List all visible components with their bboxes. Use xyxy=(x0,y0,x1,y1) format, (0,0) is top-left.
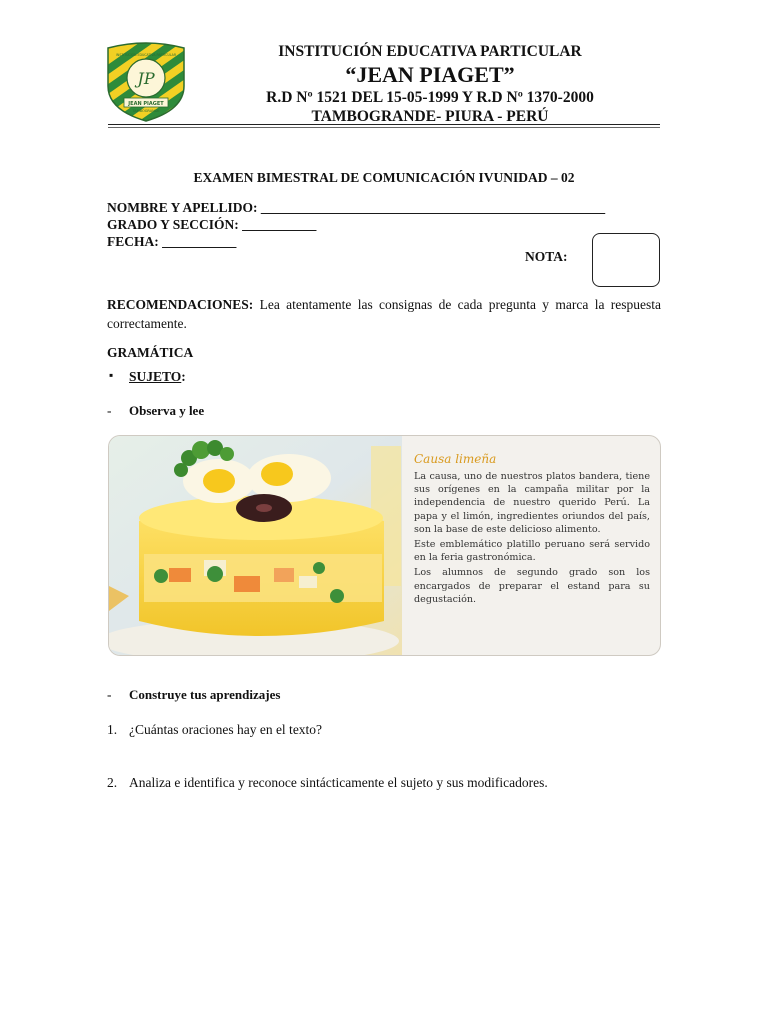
section-title: GRAMÁTICA xyxy=(107,345,194,360)
school-location: TAMBOGRANDE- PIURA - PERÚ xyxy=(311,108,549,125)
question-1-text: ¿Cuántas oraciones hay en el texto? xyxy=(129,722,323,737)
question-1 xyxy=(107,722,322,738)
school-name: “JEAN PIAGET” xyxy=(345,62,515,87)
recommendations xyxy=(107,295,661,333)
header-rule xyxy=(108,124,660,125)
build-instruction: Construye tus aprendizajes xyxy=(129,687,281,702)
logo-ring-text: INSTITUCIÓN EDUCATIVA PARTICULAR xyxy=(115,53,177,57)
nota-box[interactable] xyxy=(592,233,660,287)
school-logo xyxy=(104,42,188,122)
subsection-title xyxy=(129,369,186,385)
reading-paragraph-2: Este emblemático platillo peruano será servido en la feria gastronómica. xyxy=(414,539,650,564)
dash-marker-2: - xyxy=(107,687,112,702)
date-field[interactable]: FECHA: ___________ xyxy=(107,234,237,249)
logo-initials: JP xyxy=(137,69,155,88)
logo-sub: TAMBOGRANDE xyxy=(132,109,160,113)
recommendations-text: Lea atentamente las consignas de cada pregunta y marca la respuesta correctamente. xyxy=(107,297,661,331)
school-type: INSTITUCIÓN EDUCATIVA PARTICULAR xyxy=(278,43,582,60)
reading-panel xyxy=(108,435,661,656)
observe-instruction: Observa y lee xyxy=(129,403,205,418)
reading-paragraph-3: Los alumnos de segundo grado son los encargados de preparar el estand para su degustación. xyxy=(414,567,650,605)
reading-text xyxy=(414,452,650,608)
causa-photo xyxy=(109,436,402,655)
grade-field[interactable]: GRADO Y SECCIÓN: ___________ xyxy=(107,217,317,232)
school-resolution: R.D Nº 1521 DEL 15-05-1999 Y R.D Nº 1370-2000 xyxy=(266,89,594,106)
question-2-number: 2. xyxy=(107,775,118,790)
question-2-text: Analiza e identifica y reconoce sintácticamente el sujeto y sus modificadores. xyxy=(129,775,548,790)
bullet-icon: ▪ xyxy=(109,368,114,382)
recommendations-label: RECOMENDACIONES: xyxy=(107,297,254,312)
logo-banner: JEAN PIAGET xyxy=(128,101,164,107)
reading-paragraph-1: La causa, uno de nuestros platos bandera, tiene sus orígenes en la campaña militar por la independencia de nuestro querido Perú. La papa y el limón, ingredientes oriundos del país, son la base de este delicioso alimento. xyxy=(414,471,650,535)
exam-title: EXAMEN BIMESTRAL DE COMUNICACIÓN IVUNIDAD – 02 xyxy=(193,170,575,185)
question-1-number: 1. xyxy=(107,722,118,737)
subsection-label: SUJETO xyxy=(129,369,182,384)
dash-marker: - xyxy=(107,403,112,418)
name-field[interactable]: NOMBRE Y APELLIDO: ___________________________________________________ xyxy=(107,200,606,215)
nota-label: NOTA: xyxy=(525,249,568,264)
reading-title: Causa limeña xyxy=(414,452,497,466)
question-2 xyxy=(107,775,548,791)
subsection-colon: : xyxy=(181,369,186,384)
header-rule-thin xyxy=(108,127,660,128)
